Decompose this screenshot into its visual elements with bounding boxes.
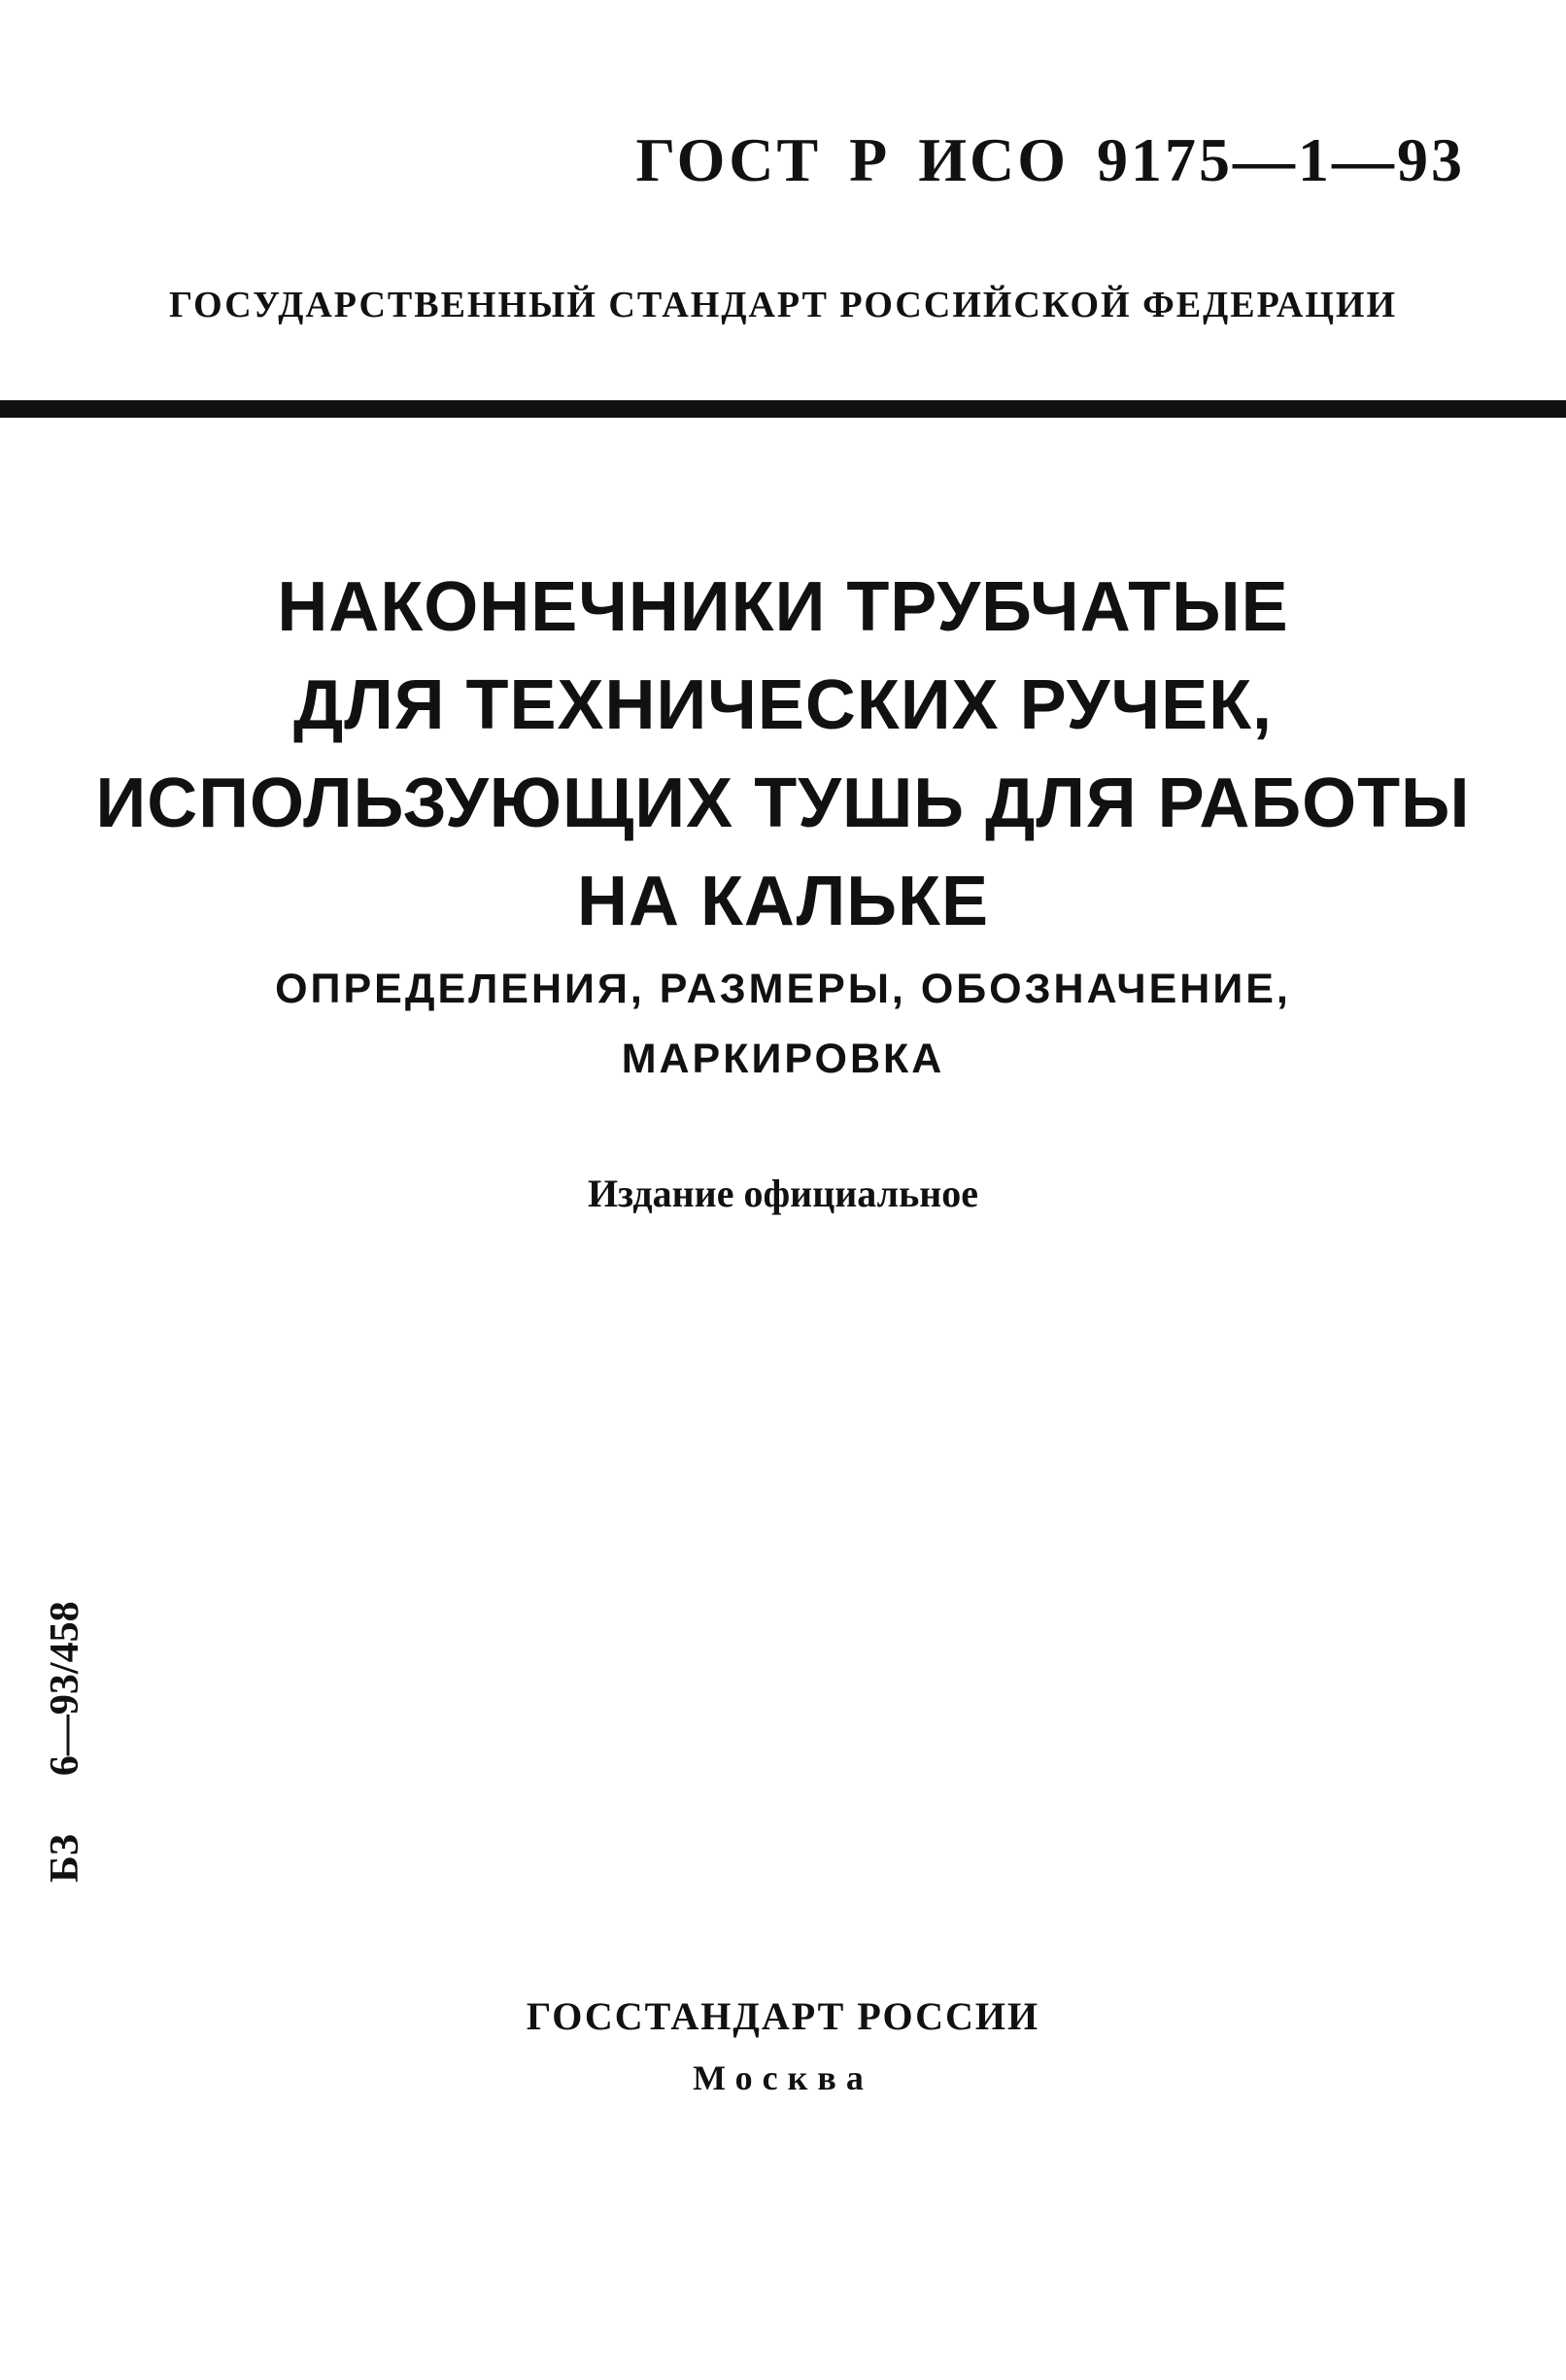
side-code-number: 6—93/458 [42,1601,87,1777]
side-code-prefix: БЗ [42,1834,87,1883]
document-subtitle [0,954,1566,1094]
document-title [0,559,1566,951]
side-code-svg [10,1572,126,1902]
publisher-name: ГОССТАНДАРТ РОССИИ [526,1994,1040,2038]
svg-text:БЗ6—93/458 [43,1601,87,1883]
edition-label: Издание официальное [587,1172,979,1215]
title-line-4: НА КАЛЬКЕ [576,863,990,940]
title-line-2: ДЛЯ ТЕХНИЧЕСКИХ РУЧЕК, [292,666,1274,744]
title-line-3: ИСПОЛЬЗУЮЩИХ ТУШЬ ДЛЯ РАБОТЫ [95,765,1471,842]
standard-number: ГОСТ Р ИСО 9175—1—93 [635,125,1465,194]
standard-organization: ГОСУДАРСТВЕННЫЙ СТАНДАРТ РОССИЙСКОЙ ФЕДЕРАЦИИ [168,285,1398,325]
subtitle-line-2: МАРКИРОВКА [621,1036,945,1082]
side-catalog-code [10,1572,126,1902]
header-divider-rule [0,400,1566,418]
title-line-1: НАКОНЕЧНИКИ ТРУБЧАТЫЕ [277,568,1289,646]
subtitle-line-1: ОПРЕДЕЛЕНИЯ, РАЗМЕРЫ, ОБОЗНАЧЕНИЕ, [275,966,1291,1012]
publisher-city: Москва [693,2058,873,2097]
